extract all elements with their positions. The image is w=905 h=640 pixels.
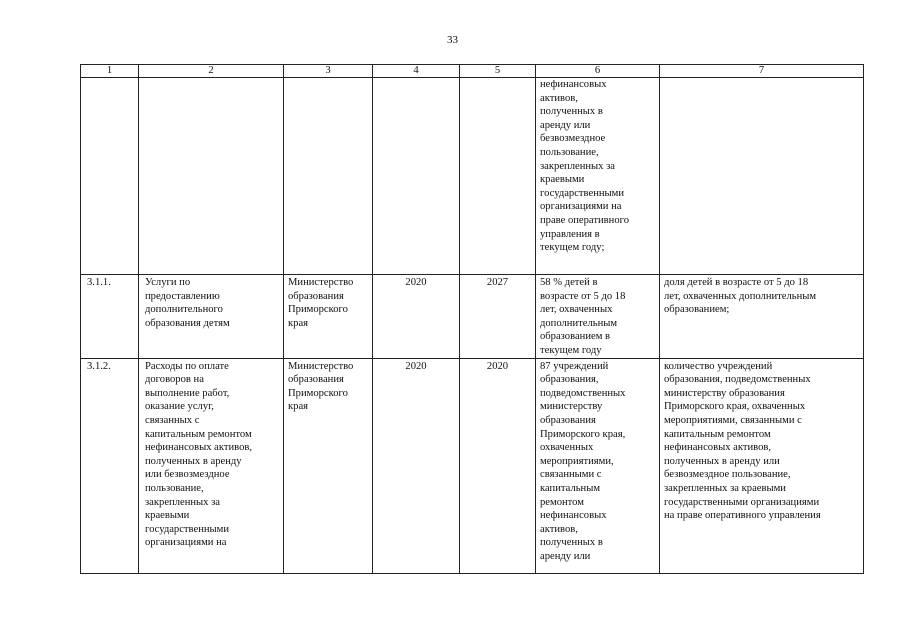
header-col-3: 3: [284, 65, 373, 78]
program-table: [80, 64, 864, 574]
executor-text: Министерство образования Приморского края: [288, 360, 354, 413]
name-text: Услуги по предоставлению дополнительного образования детям: [145, 277, 230, 329]
cell-empty: [139, 78, 284, 275]
header-col-7: 7: [660, 65, 864, 78]
indicator-text: количество учреждений образования, подведомственных министерству образования Приморского края, охваченных мероприятиями, связанными с капитальным ремонтом нефинансовых активов, полученных в аренду или безвозмездное пользование, закрепленных за краевыми государственными организациями на праве оперативного управления: [664, 360, 821, 522]
cell-indicator: [660, 358, 864, 573]
cell-indicator: [660, 275, 864, 359]
name-text: Расходы по оплате договоров на выполнение работ, оказание услуг, связанных с капитальным ремонтом нефинансовых активов, полученных в аренду или безвозмездное пользование, закрепленных за краевыми государственными организациями на: [145, 360, 253, 549]
cell-executor: [284, 358, 373, 573]
cell-year-end: 2020: [460, 358, 536, 573]
result-text: 87 учреждений образования, подведомственных министерству образования Приморского края, охваченных мероприятиями, связанными с капитальным ремонтом нефинансовых активов, полученных в аренду или: [540, 360, 626, 562]
header-col-2: 2: [139, 65, 284, 78]
cell-executor: [284, 275, 373, 359]
header-col-1: 1: [81, 65, 139, 78]
cell-year-end: 2027: [460, 275, 536, 359]
table-row: [81, 275, 864, 359]
cell-code: 3.1.2.: [81, 358, 139, 573]
header-col-5: 5: [460, 65, 536, 78]
cell-code: 3.1.1.: [81, 275, 139, 359]
table-row-continuation: [81, 78, 864, 275]
cell-empty: [460, 78, 536, 275]
cell-result-continuation: [536, 78, 660, 275]
header-col-6: 6: [536, 65, 660, 78]
cell-year-start: 2020: [373, 275, 460, 359]
page-number: 33: [447, 34, 458, 46]
header-row: [81, 65, 864, 78]
cell-empty: [373, 78, 460, 275]
cell-year-start: 2020: [373, 358, 460, 573]
cell-name: [139, 275, 284, 359]
cell-name: [139, 358, 284, 573]
executor-text: Министерство образования Приморского края: [288, 277, 354, 329]
cell-empty: [284, 78, 373, 275]
header-col-4: 4: [373, 65, 460, 78]
table-row: [81, 358, 864, 573]
result-text: нефинансовых активов, полученных в аренду или безвозмездное пользование, закрепленных за краевыми государственными организациями на праве оперативного управления в текущем году;: [540, 79, 629, 254]
cell-result: [536, 275, 660, 359]
cell-empty: [660, 78, 864, 275]
cell-result: [536, 358, 660, 573]
cell-empty: [81, 78, 139, 275]
result-text: 58 % детей в возрасте от 5 до 18 лет, охваченных дополнительным образованием в текущем году: [540, 277, 626, 356]
indicator-text: доля детей в возрасте от 5 до 18 лет, охваченных дополнительным образованием;: [664, 277, 817, 316]
